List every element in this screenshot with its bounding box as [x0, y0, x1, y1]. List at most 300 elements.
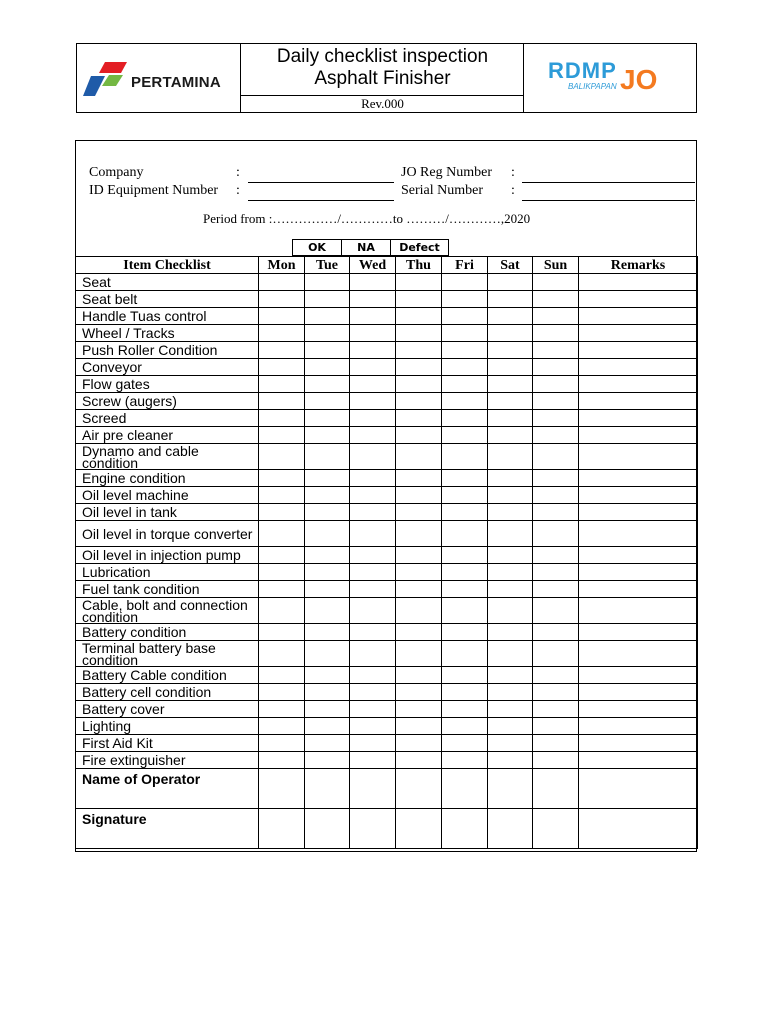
day-check-cell[interactable] [350, 641, 396, 667]
day-check-cell[interactable] [488, 598, 533, 624]
day-check-cell[interactable] [259, 521, 305, 547]
day-check-cell[interactable] [488, 504, 533, 521]
day-check-cell[interactable] [350, 667, 396, 684]
day-check-cell[interactable] [488, 684, 533, 701]
signature-cell[interactable] [442, 809, 488, 849]
day-check-cell[interactable] [350, 410, 396, 427]
day-check-cell[interactable] [350, 342, 396, 359]
day-check-cell[interactable] [442, 735, 488, 752]
day-check-cell[interactable] [350, 521, 396, 547]
day-check-cell[interactable] [488, 581, 533, 598]
day-check-cell[interactable] [488, 547, 533, 564]
day-check-cell[interactable] [396, 274, 442, 291]
day-check-cell[interactable] [533, 376, 579, 393]
day-check-cell[interactable] [259, 291, 305, 308]
day-check-cell[interactable] [305, 701, 350, 718]
checklist-item-label: Engine condition [76, 470, 259, 487]
day-check-cell[interactable] [259, 342, 305, 359]
checklist-table [75, 256, 698, 849]
day-check-cell[interactable] [259, 470, 305, 487]
day-check-cell[interactable] [259, 410, 305, 427]
checklist-row [76, 718, 698, 735]
operator-name-cell[interactable] [396, 769, 442, 809]
day-check-cell[interactable] [442, 547, 488, 564]
checklist-row [76, 487, 698, 504]
day-check-cell[interactable] [305, 718, 350, 735]
day-check-cell[interactable] [259, 735, 305, 752]
day-check-cell[interactable] [533, 393, 579, 410]
remarks-cell[interactable] [579, 393, 698, 410]
day-check-cell[interactable] [350, 598, 396, 624]
day-check-cell[interactable] [488, 641, 533, 667]
day-check-cell[interactable] [442, 427, 488, 444]
day-check-cell[interactable] [442, 701, 488, 718]
checklist-row [76, 735, 698, 752]
checklist-item-label: Push Roller Condition [76, 342, 259, 359]
day-check-cell[interactable] [305, 308, 350, 325]
remarks-cell[interactable] [579, 427, 698, 444]
day-check-cell[interactable] [488, 325, 533, 342]
jo-reg-field[interactable] [522, 182, 695, 183]
company-label: Company [89, 165, 144, 180]
checklist-row [76, 667, 698, 684]
operator-name-cell[interactable] [533, 769, 579, 809]
day-check-cell[interactable] [396, 325, 442, 342]
remarks-cell[interactable] [579, 410, 698, 427]
day-check-cell[interactable] [442, 684, 488, 701]
day-check-cell[interactable] [488, 359, 533, 376]
day-check-cell[interactable] [533, 701, 579, 718]
day-check-cell[interactable] [488, 667, 533, 684]
day-check-cell[interactable] [350, 735, 396, 752]
day-check-cell[interactable] [396, 701, 442, 718]
day-check-cell[interactable] [305, 641, 350, 667]
day-check-cell[interactable] [350, 547, 396, 564]
remarks-cell[interactable] [579, 291, 698, 308]
day-check-cell[interactable] [305, 427, 350, 444]
day-check-cell[interactable] [533, 444, 579, 470]
day-check-cell[interactable] [259, 624, 305, 641]
day-check-cell[interactable] [259, 667, 305, 684]
day-check-cell[interactable] [396, 564, 442, 581]
day-check-cell[interactable] [350, 487, 396, 504]
remarks-cell[interactable] [579, 521, 698, 547]
day-check-cell[interactable] [442, 470, 488, 487]
day-check-cell[interactable] [350, 308, 396, 325]
revision-label: Rev.000 [361, 96, 404, 111]
checklist-row [76, 701, 698, 718]
day-check-cell[interactable] [259, 359, 305, 376]
remarks-cell[interactable] [579, 667, 698, 684]
day-check-cell[interactable] [396, 359, 442, 376]
legend-na: NA [341, 239, 391, 256]
checklist-row [76, 427, 698, 444]
pertamina-logo-icon [83, 60, 133, 98]
remarks-cell[interactable] [579, 470, 698, 487]
day-check-cell[interactable] [442, 393, 488, 410]
day-check-cell[interactable] [488, 470, 533, 487]
day-check-cell[interactable] [488, 752, 533, 769]
document-header [76, 43, 697, 113]
day-check-cell[interactable] [488, 376, 533, 393]
day-check-cell[interactable] [488, 701, 533, 718]
day-check-cell[interactable] [442, 444, 488, 470]
day-check-cell[interactable] [442, 325, 488, 342]
operator-name-cell[interactable] [350, 769, 396, 809]
day-check-cell[interactable] [533, 504, 579, 521]
signature-cell[interactable] [488, 809, 533, 849]
day-check-cell[interactable] [533, 487, 579, 504]
day-check-cell[interactable] [396, 393, 442, 410]
remarks-cell[interactable] [579, 598, 698, 624]
column-header-tue: Tue [305, 257, 350, 274]
day-check-cell[interactable] [442, 667, 488, 684]
checklist-item-label: Battery cover [76, 701, 259, 718]
day-check-cell[interactable] [488, 624, 533, 641]
day-check-cell[interactable] [533, 564, 579, 581]
pertamina-logo-cell [77, 44, 241, 112]
day-check-cell[interactable] [350, 564, 396, 581]
day-check-cell[interactable] [488, 735, 533, 752]
day-check-cell[interactable] [396, 376, 442, 393]
day-check-cell[interactable] [305, 444, 350, 470]
day-check-cell[interactable] [259, 718, 305, 735]
day-check-cell[interactable] [396, 598, 442, 624]
day-check-cell[interactable] [533, 718, 579, 735]
day-check-cell[interactable] [305, 521, 350, 547]
day-check-cell[interactable] [259, 444, 305, 470]
day-check-cell[interactable] [305, 684, 350, 701]
day-check-cell[interactable] [305, 393, 350, 410]
day-check-cell[interactable] [305, 342, 350, 359]
day-check-cell[interactable] [350, 752, 396, 769]
day-check-cell[interactable] [488, 291, 533, 308]
operator-name-cell[interactable] [259, 769, 305, 809]
day-check-cell[interactable] [350, 427, 396, 444]
day-check-cell[interactable] [396, 667, 442, 684]
day-check-cell[interactable] [259, 684, 305, 701]
day-check-cell[interactable] [396, 641, 442, 667]
remarks-cell[interactable] [579, 547, 698, 564]
day-check-cell[interactable] [533, 342, 579, 359]
checklist-row [76, 325, 698, 342]
day-check-cell[interactable] [533, 667, 579, 684]
day-check-cell[interactable] [533, 325, 579, 342]
checklist-row [76, 470, 698, 487]
day-check-cell[interactable] [305, 547, 350, 564]
checklist-row [76, 359, 698, 376]
remarks-cell[interactable] [579, 564, 698, 581]
checklist-item-label: Handle Tuas control [76, 308, 259, 325]
day-check-cell[interactable] [305, 564, 350, 581]
day-check-cell[interactable] [350, 325, 396, 342]
day-check-cell[interactable] [305, 624, 350, 641]
day-check-cell[interactable] [396, 427, 442, 444]
document-title [241, 44, 524, 96]
remarks-cell[interactable] [579, 274, 698, 291]
day-check-cell[interactable] [442, 291, 488, 308]
remarks-cell[interactable] [579, 376, 698, 393]
day-check-cell[interactable] [533, 359, 579, 376]
day-check-cell[interactable] [259, 564, 305, 581]
day-check-cell[interactable] [442, 718, 488, 735]
day-check-cell[interactable] [396, 624, 442, 641]
day-check-cell[interactable] [259, 325, 305, 342]
day-check-cell[interactable] [442, 504, 488, 521]
day-check-cell[interactable] [533, 581, 579, 598]
equipment-field[interactable] [248, 200, 394, 201]
checklist-item-label: Oil level in injection pump [76, 547, 259, 564]
day-check-cell[interactable] [396, 684, 442, 701]
day-check-cell[interactable] [442, 624, 488, 641]
legend-defect: Defect [390, 239, 449, 256]
day-check-cell[interactable] [259, 274, 305, 291]
day-check-cell[interactable] [396, 487, 442, 504]
day-check-cell[interactable] [396, 718, 442, 735]
day-check-cell[interactable] [533, 291, 579, 308]
day-check-cell[interactable] [396, 342, 442, 359]
day-check-cell[interactable] [305, 667, 350, 684]
remarks-cell[interactable] [579, 581, 698, 598]
day-check-cell[interactable] [442, 581, 488, 598]
column-header-wed: Wed [350, 257, 396, 274]
operator-name-cell[interactable] [579, 769, 698, 809]
day-check-cell[interactable] [305, 376, 350, 393]
day-check-cell[interactable] [350, 291, 396, 308]
day-check-cell[interactable] [259, 641, 305, 667]
day-check-cell[interactable] [488, 564, 533, 581]
day-check-cell[interactable] [396, 470, 442, 487]
day-check-cell[interactable] [305, 410, 350, 427]
day-check-cell[interactable] [442, 598, 488, 624]
day-check-cell[interactable] [305, 735, 350, 752]
day-check-cell[interactable] [305, 752, 350, 769]
day-check-cell[interactable] [533, 427, 579, 444]
column-header-fri: Fri [442, 257, 488, 274]
day-check-cell[interactable] [442, 410, 488, 427]
remarks-cell[interactable] [579, 701, 698, 718]
checklist-item-label: Fire extinguisher [76, 752, 259, 769]
day-check-cell[interactable] [396, 735, 442, 752]
day-check-cell[interactable] [442, 564, 488, 581]
remarks-cell[interactable] [579, 718, 698, 735]
column-header-remarks: Remarks [579, 257, 698, 274]
checklist-item-label: Flow gates [76, 376, 259, 393]
day-check-cell[interactable] [533, 274, 579, 291]
day-check-cell[interactable] [488, 718, 533, 735]
day-check-cell[interactable] [305, 325, 350, 342]
checklist-item-label: Oil level in torque converter [76, 521, 259, 547]
day-check-cell[interactable] [396, 504, 442, 521]
company-field[interactable] [248, 182, 394, 183]
signature-cell[interactable] [396, 809, 442, 849]
period-field[interactable]: Period from :……………/…………to ………/…………,2020 [203, 211, 531, 226]
day-check-cell[interactable] [396, 291, 442, 308]
day-check-cell[interactable] [305, 470, 350, 487]
day-check-cell[interactable] [350, 718, 396, 735]
day-check-cell[interactable] [305, 274, 350, 291]
day-check-cell[interactable] [350, 684, 396, 701]
day-check-cell[interactable] [305, 291, 350, 308]
pertamina-logo-text: PERTAMINA [131, 74, 221, 91]
day-check-cell[interactable] [442, 641, 488, 667]
checklist-item-label: Seat belt [76, 291, 259, 308]
checklist-item-label: Battery Cable condition [76, 667, 259, 684]
day-check-cell[interactable] [396, 547, 442, 564]
day-check-cell[interactable] [259, 393, 305, 410]
jo-reg-colon: : [511, 165, 515, 180]
day-check-cell[interactable] [533, 470, 579, 487]
day-check-cell[interactable] [350, 581, 396, 598]
day-check-cell[interactable] [488, 427, 533, 444]
day-check-cell[interactable] [350, 393, 396, 410]
day-check-cell[interactable] [442, 376, 488, 393]
day-check-cell[interactable] [533, 410, 579, 427]
day-check-cell[interactable] [350, 444, 396, 470]
signature-cell[interactable] [305, 809, 350, 849]
day-check-cell[interactable] [442, 359, 488, 376]
operator-name-label: Name of Operator [76, 769, 259, 809]
column-header-sun: Sun [533, 257, 579, 274]
checklist-item-label: Cable, bolt and connection condition [76, 598, 259, 624]
column-header-item: Item Checklist [76, 257, 259, 274]
day-check-cell[interactable] [533, 547, 579, 564]
table-header-row [76, 257, 698, 274]
day-check-cell[interactable] [350, 359, 396, 376]
remarks-cell[interactable] [579, 359, 698, 376]
checklist-item-label: Oil level machine [76, 487, 259, 504]
day-check-cell[interactable] [350, 376, 396, 393]
day-check-cell[interactable] [396, 308, 442, 325]
day-check-cell[interactable] [488, 487, 533, 504]
day-check-cell[interactable] [259, 504, 305, 521]
day-check-cell[interactable] [533, 735, 579, 752]
day-check-cell[interactable] [533, 308, 579, 325]
serial-colon: : [511, 183, 515, 198]
operator-name-cell[interactable] [442, 769, 488, 809]
remarks-cell[interactable] [579, 735, 698, 752]
day-check-cell[interactable] [259, 427, 305, 444]
day-check-cell[interactable] [259, 581, 305, 598]
checklist-row [76, 376, 698, 393]
checklist-item-label: Fuel tank condition [76, 581, 259, 598]
day-check-cell[interactable] [259, 547, 305, 564]
day-check-cell[interactable] [396, 581, 442, 598]
day-check-cell[interactable] [259, 752, 305, 769]
checklist-item-label: Screw (augers) [76, 393, 259, 410]
day-check-cell[interactable] [305, 598, 350, 624]
day-check-cell[interactable] [305, 487, 350, 504]
rdmp-logo-subtext: BALIKPAPAN [568, 82, 617, 91]
day-check-cell[interactable] [350, 470, 396, 487]
day-check-cell[interactable] [488, 410, 533, 427]
operator-name-cell[interactable] [488, 769, 533, 809]
day-check-cell[interactable] [442, 521, 488, 547]
day-check-cell[interactable] [259, 308, 305, 325]
remarks-cell[interactable] [579, 641, 698, 667]
checklist-row [76, 410, 698, 427]
day-check-cell[interactable] [533, 624, 579, 641]
day-check-cell[interactable] [488, 274, 533, 291]
remarks-cell[interactable] [579, 325, 698, 342]
day-check-cell[interactable] [259, 376, 305, 393]
checklist-row [76, 598, 698, 624]
checklist-row [76, 504, 698, 521]
column-header-thu: Thu [396, 257, 442, 274]
remarks-cell[interactable] [579, 684, 698, 701]
day-check-cell[interactable] [259, 701, 305, 718]
checklist-item-label: Lighting [76, 718, 259, 735]
signature-cell[interactable] [350, 809, 396, 849]
day-check-cell[interactable] [305, 581, 350, 598]
day-check-cell[interactable] [488, 342, 533, 359]
day-check-cell[interactable] [396, 444, 442, 470]
day-check-cell[interactable] [533, 641, 579, 667]
signature-cell[interactable] [579, 809, 698, 849]
day-check-cell[interactable] [488, 444, 533, 470]
day-check-cell[interactable] [350, 274, 396, 291]
day-check-cell[interactable] [396, 752, 442, 769]
day-check-cell[interactable] [350, 624, 396, 641]
remarks-cell[interactable] [579, 487, 698, 504]
operator-name-cell[interactable] [305, 769, 350, 809]
day-check-cell[interactable] [488, 393, 533, 410]
remarks-cell[interactable] [579, 752, 698, 769]
status-legend [292, 239, 449, 256]
day-check-cell[interactable] [442, 342, 488, 359]
rdmp-logo-text: RDMP [548, 58, 617, 83]
day-check-cell[interactable] [533, 598, 579, 624]
checklist-row [76, 684, 698, 701]
day-check-cell[interactable] [396, 410, 442, 427]
day-check-cell[interactable] [259, 598, 305, 624]
column-header-mon: Mon [259, 257, 305, 274]
day-check-cell[interactable] [396, 521, 442, 547]
day-check-cell[interactable] [350, 504, 396, 521]
checklist-row [76, 308, 698, 325]
checklist-row [76, 547, 698, 564]
serial-field[interactable] [522, 200, 695, 201]
day-check-cell[interactable] [488, 308, 533, 325]
day-check-cell[interactable] [259, 487, 305, 504]
signature-cell[interactable] [533, 809, 579, 849]
checklist-row [76, 521, 698, 547]
checklist-item-label: Lubrication [76, 564, 259, 581]
day-check-cell[interactable] [533, 521, 579, 547]
operator-name-row [76, 769, 698, 809]
day-check-cell[interactable] [533, 752, 579, 769]
day-check-cell[interactable] [442, 274, 488, 291]
day-check-cell[interactable] [305, 504, 350, 521]
remarks-cell[interactable] [579, 342, 698, 359]
remarks-cell[interactable] [579, 444, 698, 470]
day-check-cell[interactable] [442, 308, 488, 325]
checklist-row [76, 393, 698, 410]
day-check-cell[interactable] [350, 701, 396, 718]
signature-cell[interactable] [259, 809, 305, 849]
remarks-cell[interactable] [579, 504, 698, 521]
remarks-cell[interactable] [579, 308, 698, 325]
day-check-cell[interactable] [305, 359, 350, 376]
day-check-cell[interactable] [488, 521, 533, 547]
checklist-row [76, 581, 698, 598]
checklist-item-label: Battery cell condition [76, 684, 259, 701]
day-check-cell[interactable] [533, 684, 579, 701]
day-check-cell[interactable] [442, 752, 488, 769]
remarks-cell[interactable] [579, 624, 698, 641]
checklist-row [76, 641, 698, 667]
day-check-cell[interactable] [442, 487, 488, 504]
